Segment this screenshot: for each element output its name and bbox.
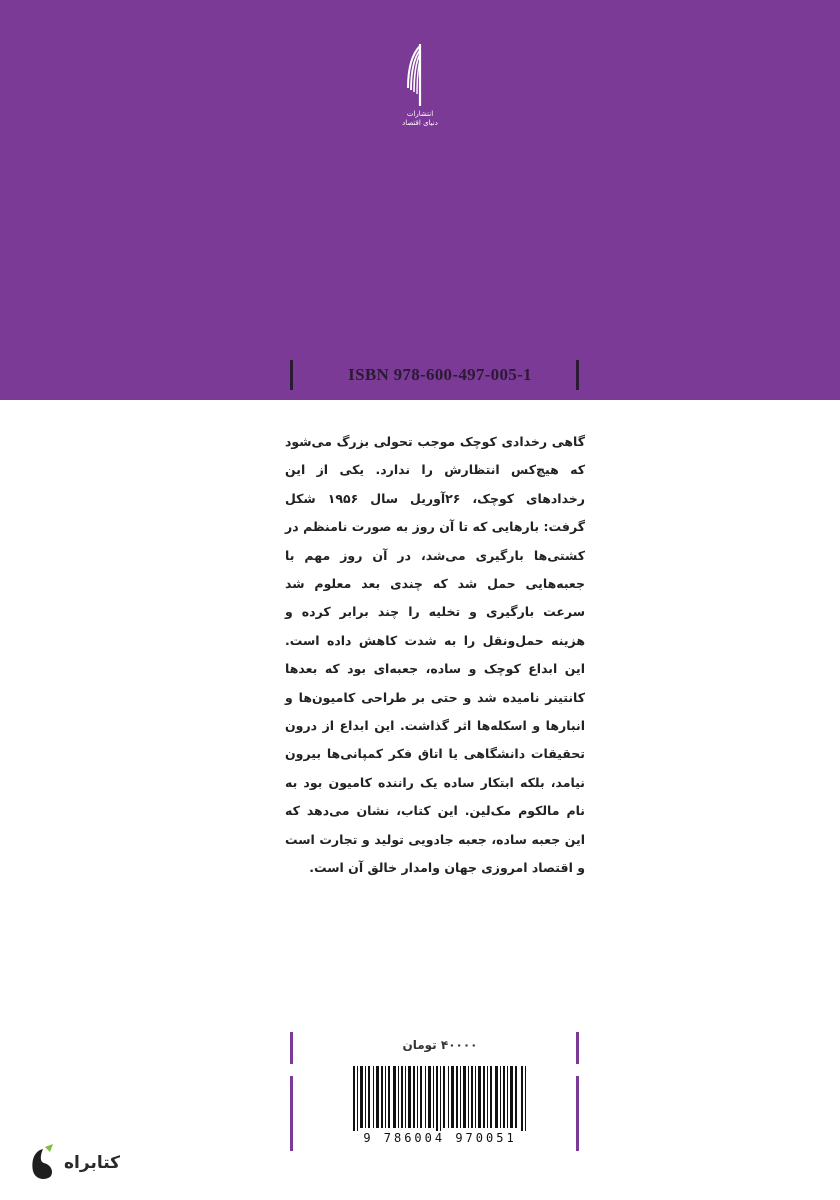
price-right-bar (576, 1032, 579, 1064)
isbn-right-bar (576, 360, 579, 390)
price-label: ۴۰۰۰۰ تومان (402, 1038, 478, 1052)
store-logo (28, 1140, 128, 1186)
book-fan-logo-icon (400, 40, 440, 110)
isbn-left-bar (290, 360, 293, 390)
barcode-left-bar (290, 1076, 293, 1151)
back-cover-blurb: گاهی رخدادی کوچک موجب تحولی بزرگ می‌شود که هیچ‌کس انتظارش را ندارد. یکی از این رخدادهای کوچک، ۲۶آوریل سال ۱۹۵۶ شکل گرفت: بارهایی که تا آن روز به صورت نامنظم در کشتی‌ها بارگیری می‌شد، در آن روز مهم با جعبه‌هایی حمل شد که چندی بعد معلوم شد سرعت بارگیری و تخلیه را چند برابر کرده و هزینه حمل‌ونقل را به شدت کاهش داده است. این ابداع کوچک و ساده، جعبه‌ای بود که بعدها کانتینر نامیده شد و حتی بر طراحی کامیون‌ها و انبارها و اسکله‌ها اثر گذاشت. این ابداع از درون تحقیقات دانشگاهی یا اتاق فکر کمپانی‌ها بیرون نیامد، بلکه ابتکار ساده یک راننده کامیون بود به نام مالکوم مک‌لین. این کتاب، نشان می‌دهد که این جعبه ساده، جعبه جادویی تولید و تجارت است و اقتصاد امروزی جهان وامدار خالق آن است. (285, 434, 585, 876)
publisher-logo (395, 40, 445, 140)
barcode-bars (345, 1066, 535, 1136)
publisher-name-line1: انتشارات (406, 110, 434, 118)
publisher-name-line2: دنیای اقتصاد (402, 119, 438, 127)
ketabrah-logo-icon (28, 1143, 58, 1183)
store-name: کتابراه (64, 1153, 121, 1173)
isbn-number: ISBN 978-600-497-005-1 (348, 365, 532, 384)
price-left-bar (290, 1032, 293, 1064)
barcode-right-bar (576, 1076, 579, 1151)
barcode-digits: 9 786004 970051 (345, 1131, 535, 1145)
